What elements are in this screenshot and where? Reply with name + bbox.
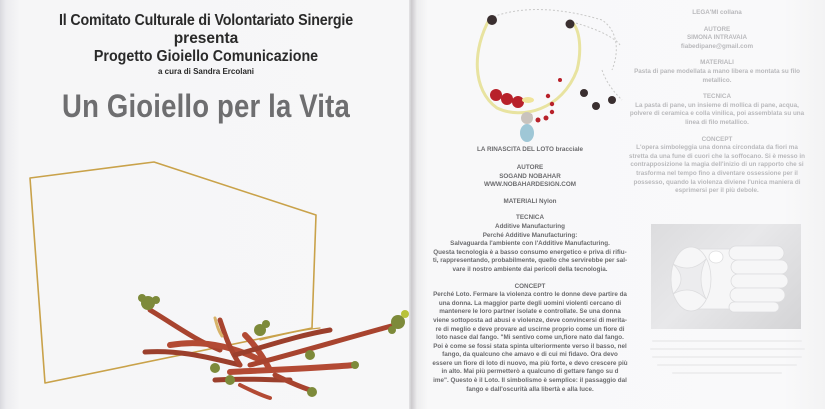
- piece2-materials-label: MATERIALI: [700, 59, 734, 67]
- piece1-concept-line: in alto. Mai più permetterò a qualcuno di gettare fango su d: [441, 368, 619, 376]
- piece2-concept-line: trasforma nel tempo fino a diventare ossessione per il: [636, 169, 798, 177]
- piece1-materials: MATERIALI Nylon: [503, 197, 557, 205]
- piece2-title: LEGA'MI collana: [692, 9, 742, 16]
- project-line: Progetto Gioiello Comunicazione: [93, 48, 319, 65]
- presents-line: presenta: [173, 30, 239, 47]
- piece2-technique-line: linea di filo metallico.: [685, 118, 749, 126]
- piece2-author-email: fiabedipane@gmail.com: [680, 42, 754, 50]
- piece1-technique-label: TECNICA: [516, 214, 544, 222]
- piece1-concept-line: re di meglio e deve provare ad uscirne proprio come un fiore di: [435, 325, 625, 333]
- piece2-concept-line: L'opera simboleggia una donna circondata da fiori ma: [636, 144, 798, 152]
- piece2-author-label: AUTORE: [703, 25, 731, 33]
- piece1-author-site: WWW.NOBAHARDESIGN.COM: [484, 181, 576, 189]
- right-page: [412, 0, 825, 409]
- piece1-technique-line: Additive Manufacturing: [495, 222, 565, 230]
- piece1-author-label: AUTORE: [516, 164, 544, 171]
- piece2-materials-line: metallico.: [702, 76, 732, 84]
- piece2-description: [612, 9, 822, 196]
- piece2-concept-label: CONCEPT: [701, 135, 733, 143]
- page-header: [0, 12, 412, 77]
- piece2-technique-line: polvere di ceramica e colla vinilica, poi assemblata su una: [629, 110, 805, 118]
- piece1-description: [424, 164, 636, 394]
- piece1-caption: LA RINASCITA DEL LOTO bracciale: [477, 146, 583, 153]
- piece1-technique-line: Salvaguarda l'ambiente con l'Additive Manufacturing.: [450, 240, 610, 248]
- piece2-concept-line: esprimersi per il più debole.: [675, 187, 759, 195]
- faded-bleed-text: [647, 334, 807, 374]
- piece1-concept-line: viene sottoposta ad abusi e violenze, deve convincersi di merita-: [433, 316, 627, 324]
- piece2-concept-line: stretta da una fune di cuori che la soffocano. Si è messo in: [628, 152, 805, 160]
- piece1-concept-line: Poi è come se fossi stata spinta ulteriormente verso il basso, nel: [433, 342, 627, 350]
- piece2-author-name: SIMONA INTRAVAIA: [686, 34, 748, 42]
- piece1-concept-label: CONCEPT: [514, 282, 546, 290]
- 3d-printed-bracelet-photo: [651, 224, 801, 329]
- piece1-technique-line: vare il nostro ambiente dai pericoli della tecnologia.: [452, 265, 608, 273]
- piece2-concept-line: contrapposizione la magia dell'inizio di un rapporto che si: [630, 161, 804, 169]
- piece1-concept-line: fango e dall'oscurità alla libertà e alla luce.: [466, 385, 594, 393]
- piece2-technique-label: TECNICA: [703, 93, 731, 101]
- piece2-technique-line: La pasta di pane, un insieme di mollica di pane, acqua,: [635, 101, 799, 109]
- piece1-concept-line: Perché Loto. Fermare la violenza contro le donne deve partire da: [433, 291, 627, 299]
- piece1-concept-line: loto nasce dal fango. "Mi sentivo come un,fiore nato dal fango.: [436, 334, 624, 342]
- piece1-concept-line: mantenere le loro partner isolate e controllate. Se una donna: [439, 308, 621, 316]
- organizer-line: Il Comitato Culturale di Volontariato Sinergie: [59, 12, 353, 29]
- piece1-concept-line: essere un fiore di loto di nuovo, ma più forte, e devo crescere più: [432, 359, 628, 367]
- curator-line: a cura di Sandra Ercolani: [157, 67, 255, 76]
- artwork-frame-branches-image: [0, 140, 412, 409]
- left-page: [0, 0, 412, 409]
- piece2-concept-line: possesso, quando la violenza diviene l'unica maniera di: [633, 178, 801, 186]
- page-title: Un Gioiello per la Vita: [62, 88, 350, 124]
- piece1-concept-line: fango, da qualcuno che amavo e di cui mi fidavo. Ora devo: [442, 351, 618, 359]
- piece1-technique-line: ti, rappresentando, probabilmente, quello che servirebbe per sal-: [432, 257, 628, 265]
- piece2-materials-line: Pasta di pane modellata a mano libera e montata su filo: [634, 67, 800, 75]
- piece1-author-name: SOGAND NOBAHAR: [499, 172, 561, 180]
- piece1-concept-line: ime". Questo è il Loto. Il simbolismo è semplice: il passaggio dal: [433, 377, 627, 385]
- piece1-technique-line: Perché Additive Manufacturing:: [482, 231, 578, 239]
- piece1-technique-line: Questa tecnologia è a basso consumo energetico e priva di rifiu-: [433, 248, 627, 256]
- piece1-concept-line: una donna. La maggior parte degli uomini violenti cercano di: [438, 299, 622, 307]
